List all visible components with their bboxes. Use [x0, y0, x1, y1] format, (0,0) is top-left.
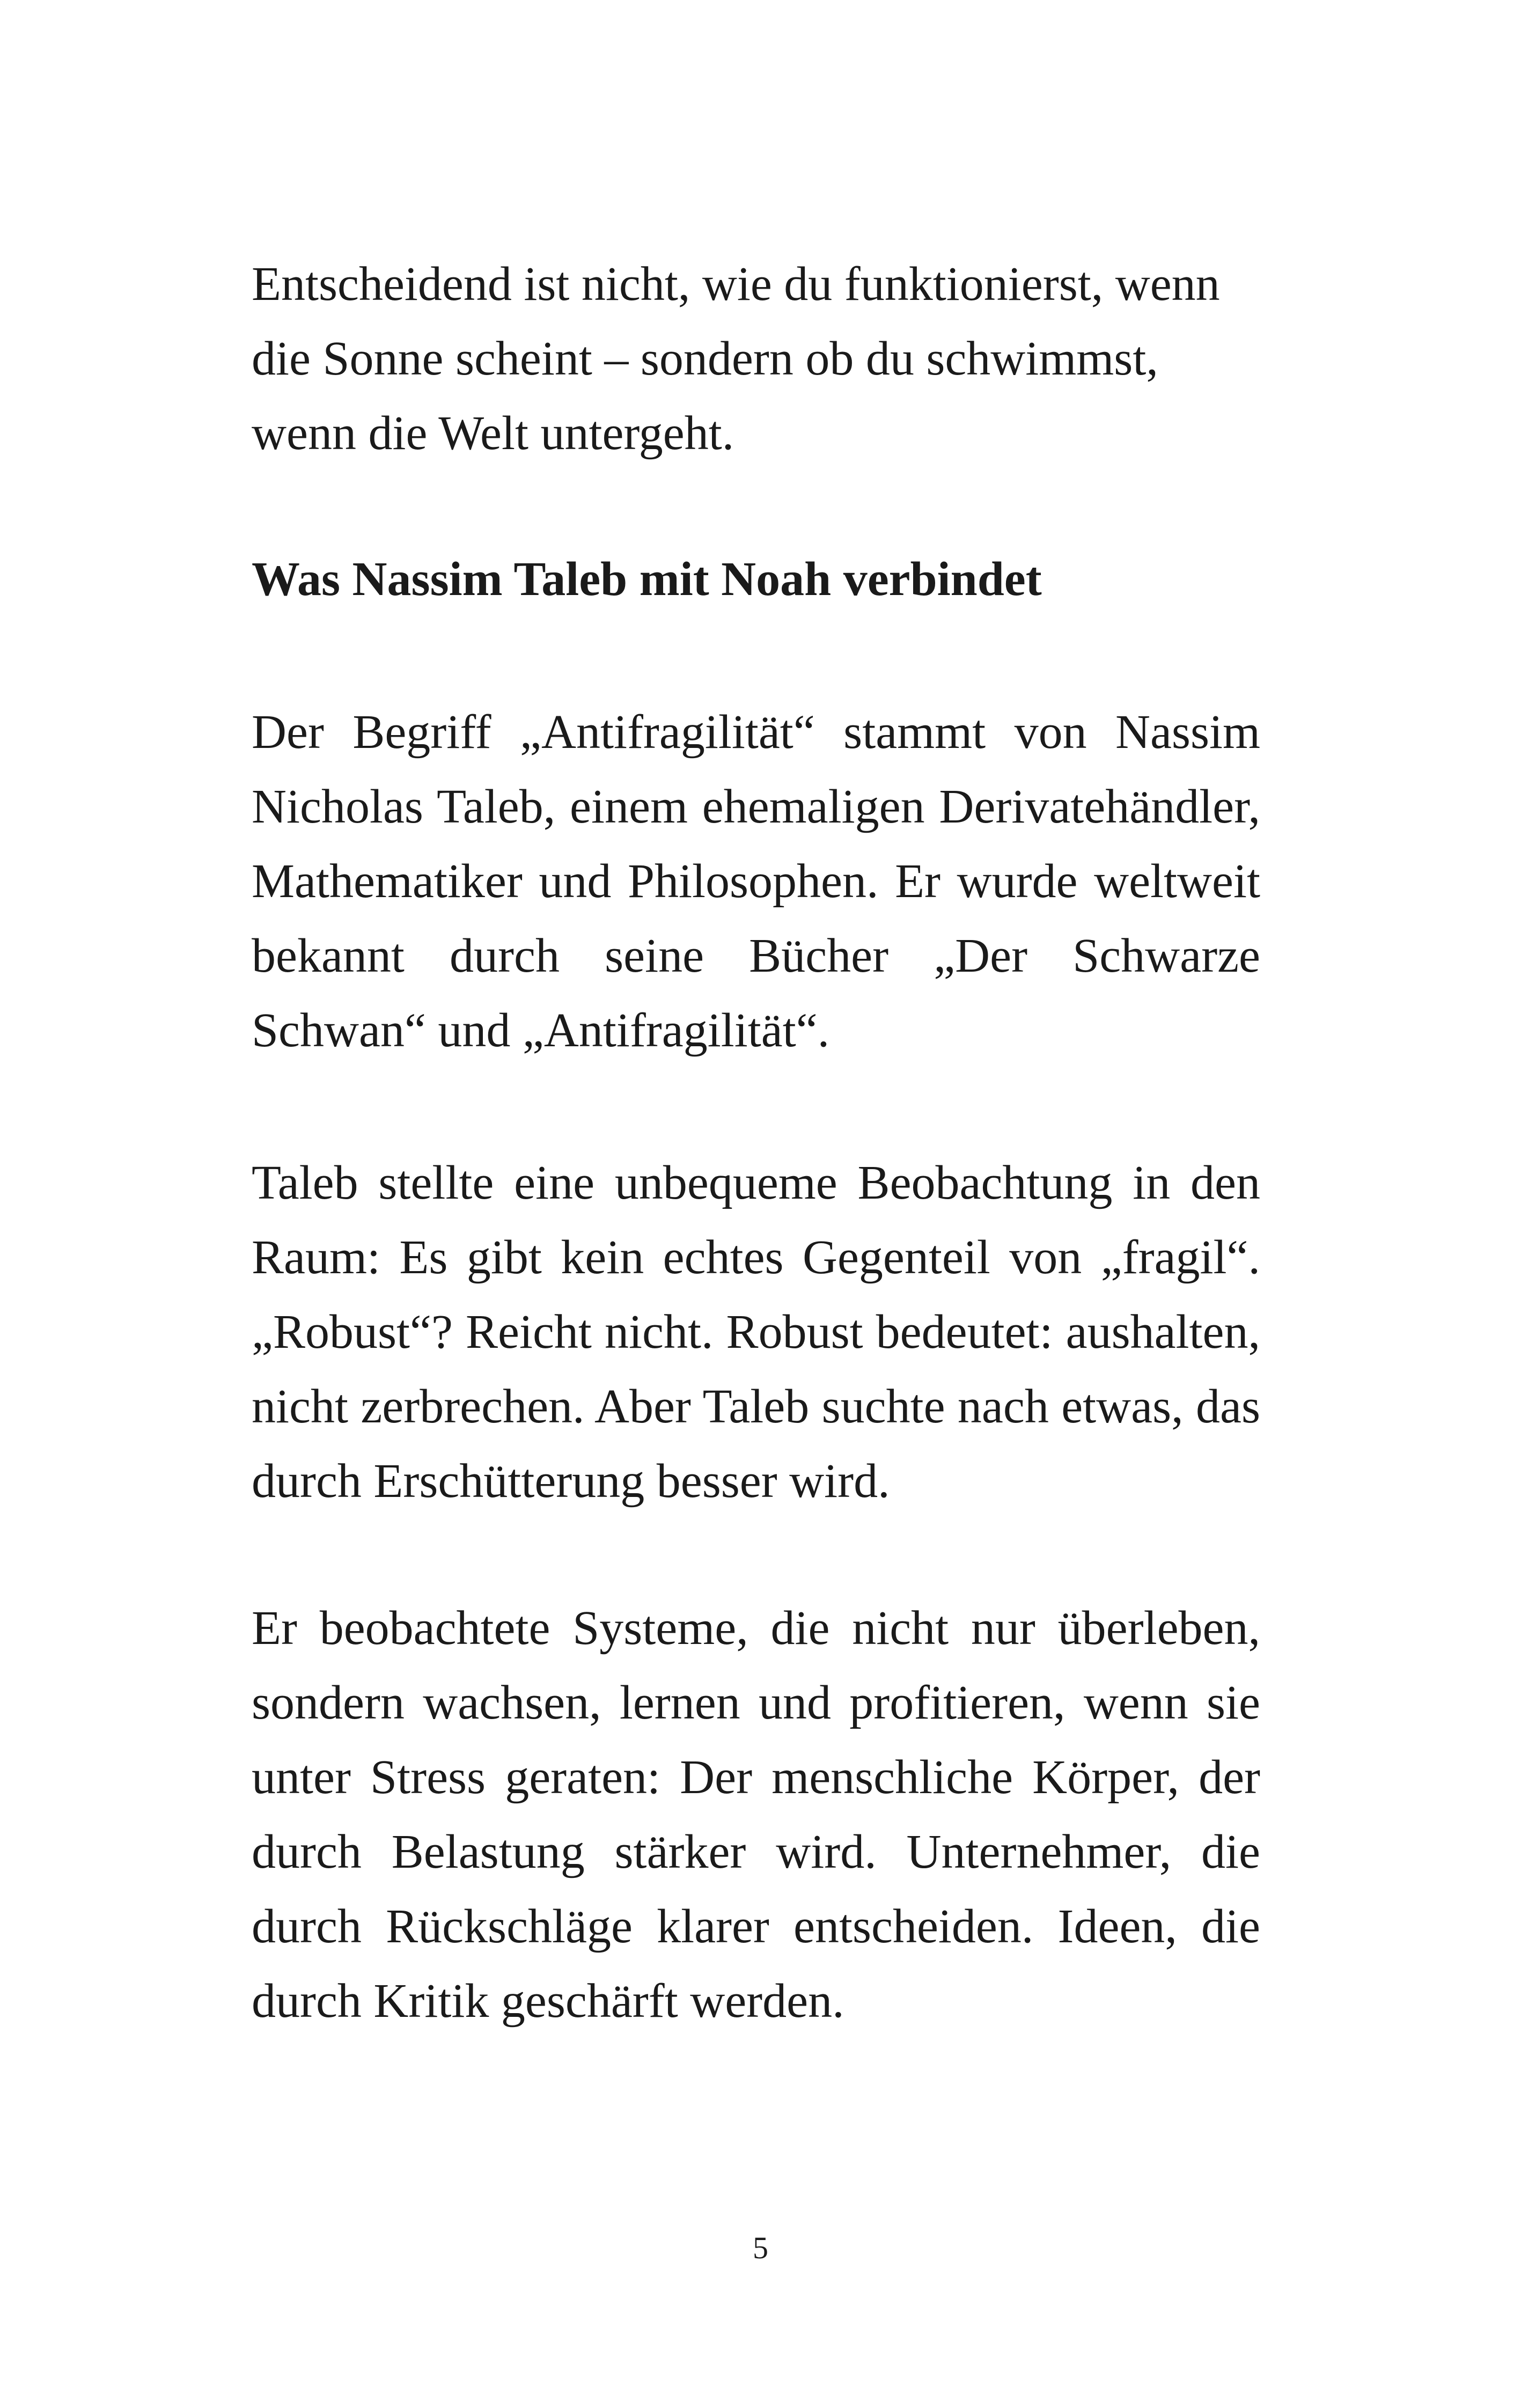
paragraph-antifragility-origin: Der Begriff „Antifragilität“ stammt von Nassim Nicholas Taleb, einem ehemaligen Derivatehändler, Mathematiker und Philosophen. Er wurde weltweit bekannt durch seine Bücher „Der Schwarze Schwan“ und „Antifragilität“.: [252, 706, 1260, 1057]
section-heading: Was Nassim Taleb mit Noah verbindet: [252, 553, 1042, 606]
intro-paragraph: Entscheidend ist nicht, wie du funktionierst, wenn die Sonne scheint – sondern ob du schwimmst, wenn die Welt untergeht.: [252, 258, 1220, 460]
page-number: 5: [753, 2230, 768, 2265]
paragraph-systems-under-stress: Er beobachtete Systeme, die nicht nur überleben, sondern wachsen, lernen und profitieren, wenn sie unter Stress geraten: Der menschliche Körper, der durch Belastung stärker wird. Unternehmer, die durch Rückschläge klarer entscheiden. Ideen, die durch Kritik geschärft werden.: [252, 1602, 1260, 2028]
paragraph-robust-observation: Taleb stellte eine unbequeme Beobachtung in den Raum: Es gibt kein echtes Gegenteil von „fragil“. „Robust“? Reicht nicht. Robust bedeutet: aushalten, nicht zerbrechen. Aber Taleb suchte nach etwas, das durch Erschütterung besser wird.: [252, 1156, 1260, 1508]
